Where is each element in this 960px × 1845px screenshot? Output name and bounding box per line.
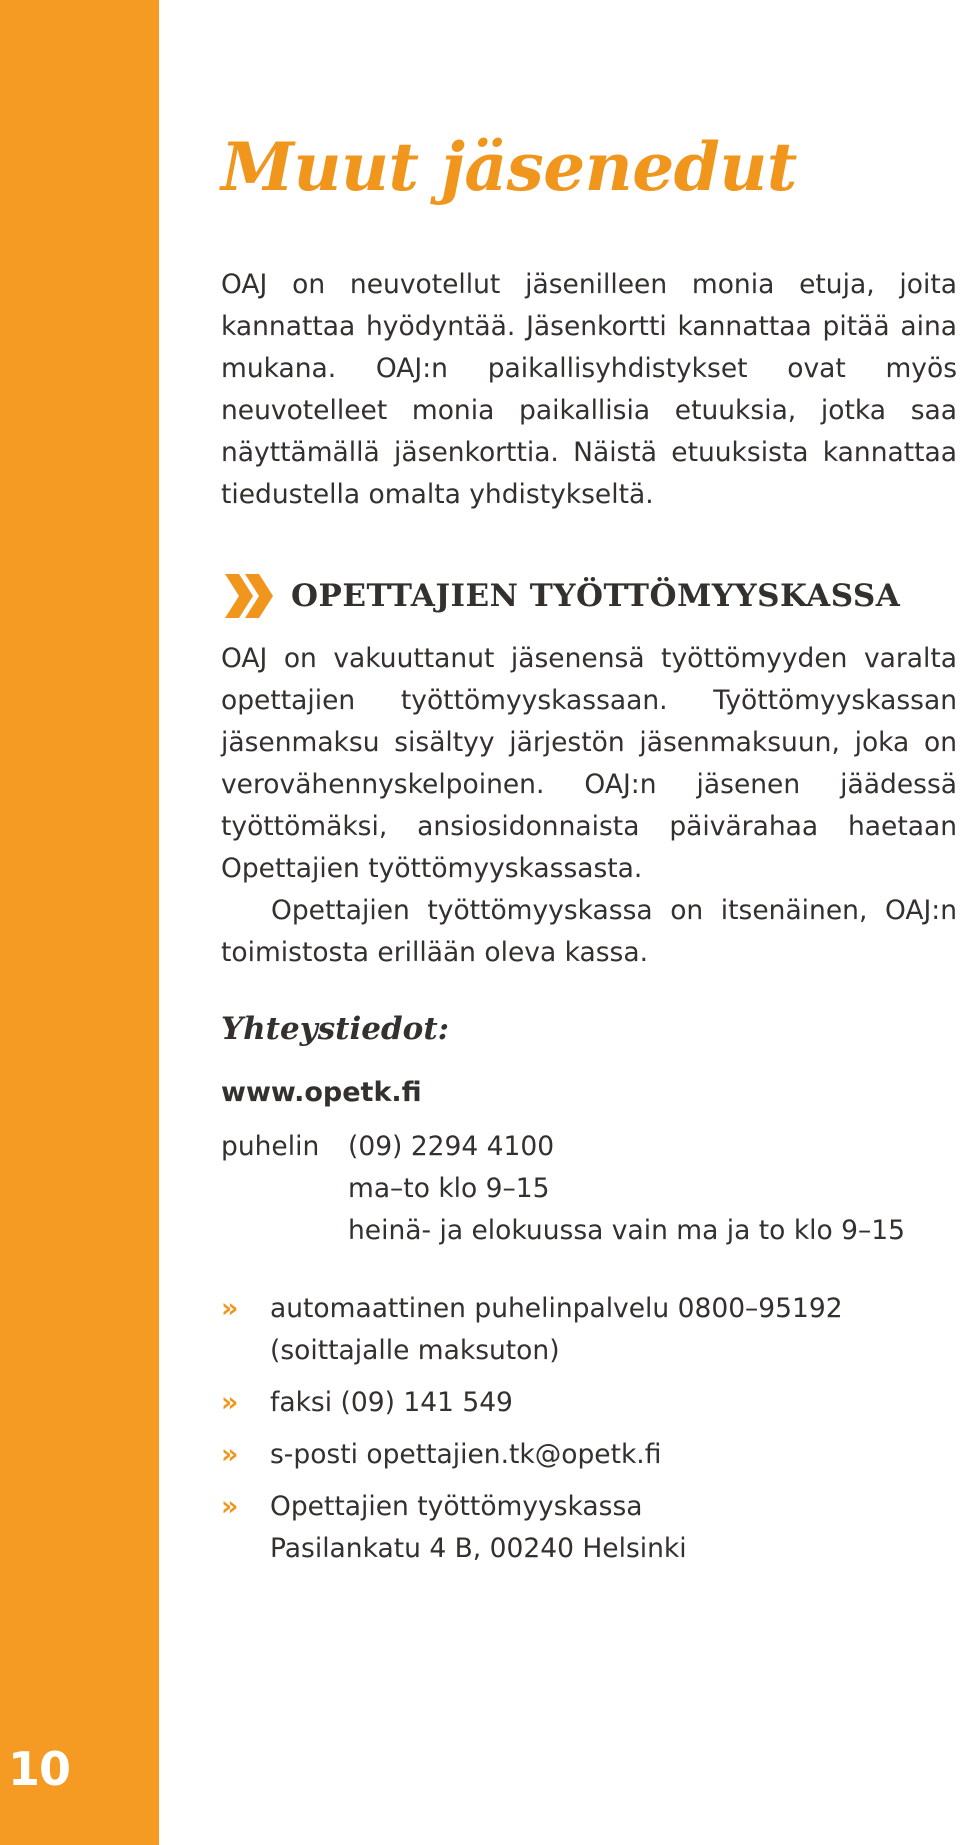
bullet-icon: » xyxy=(221,1439,239,1470)
phone-hours-row xyxy=(221,1168,957,1210)
phone-label: puhelin xyxy=(221,1131,320,1162)
bullet-icon: » xyxy=(221,1491,239,1522)
bullet-icon: » xyxy=(221,1293,239,1324)
address-name: Opettajien työttömyyskassa xyxy=(270,1491,643,1522)
orange-sidebar xyxy=(0,0,159,1845)
bullet-icon: » xyxy=(221,1387,239,1418)
list-item-fax xyxy=(221,1382,957,1424)
section-heading xyxy=(221,572,900,620)
list-item-email xyxy=(221,1434,957,1476)
page-title: Muut jäsenedut xyxy=(221,128,797,206)
automated-phone-note: (soittajalle maksuton) xyxy=(270,1335,560,1366)
unemployment-fund-text xyxy=(221,638,957,974)
list-item-address xyxy=(221,1486,957,1570)
phone-summer-hours: heinä- ja elokuussa vain ma ja to klo 9–15 xyxy=(348,1215,905,1246)
phone-number: (09) 2294 4100 xyxy=(348,1131,555,1162)
list-item-automated-phone xyxy=(221,1288,957,1372)
email-text[interactable]: s-posti opettajien.tk@opetk.fi xyxy=(270,1439,662,1470)
website-link[interactable]: www.opetk.fi xyxy=(221,1077,422,1108)
contact-list xyxy=(221,1288,957,1580)
fax-text: faksi (09) 141 549 xyxy=(270,1387,513,1418)
automated-phone-text: automaattinen puhelinpalvelu 0800–95192 xyxy=(270,1293,843,1324)
phone-info xyxy=(221,1126,957,1252)
section-title: OPETTAJIEN TYÖTTÖMYYSKASSA xyxy=(291,578,901,614)
phone-row xyxy=(221,1126,957,1168)
double-chevron-right-icon xyxy=(221,572,277,620)
intro-paragraph: OAJ on neuvotellut jäsenilleen monia etuja, joita kannattaa hyödyntää. Jäsenkortti kannattaa pitää aina mukana. OAJ:n paikallisyhdistykset ovat myös neuvotelleet monia paikallisia etuuksia, jotka saa näyttämällä jäsenkorttia. Näistä etuuksista kannattaa tiedustella omalta yhdistykseltä. xyxy=(221,269,957,510)
address-street: Pasilankatu 4 B, 00240 Helsinki xyxy=(270,1533,687,1564)
page-number: 10 xyxy=(8,1742,71,1796)
fund-paragraph-2: Opettajien työttömyyskassa on itsenäinen, OAJ:n toimistosta erillään oleva kassa. xyxy=(221,895,957,968)
fund-paragraph-1: OAJ on vakuuttanut jäsenensä työttömyyden varalta opettajien työttömyyskassaan. Työttömyyskassan jäsenmaksu sisältyy järjestön jäsenmaksuun, joka on verovähennyskelpoinen. OAJ:n jäsenen jäädessä työttömäksi, ansiosidonnaista päivärahaa haetaan Opettajien työttömyyskassasta. xyxy=(221,643,957,884)
phone-hours: ma–to klo 9–15 xyxy=(348,1173,550,1204)
phone-summer-hours-row xyxy=(221,1210,957,1252)
contacts-heading: Yhteystiedot: xyxy=(221,1011,450,1047)
